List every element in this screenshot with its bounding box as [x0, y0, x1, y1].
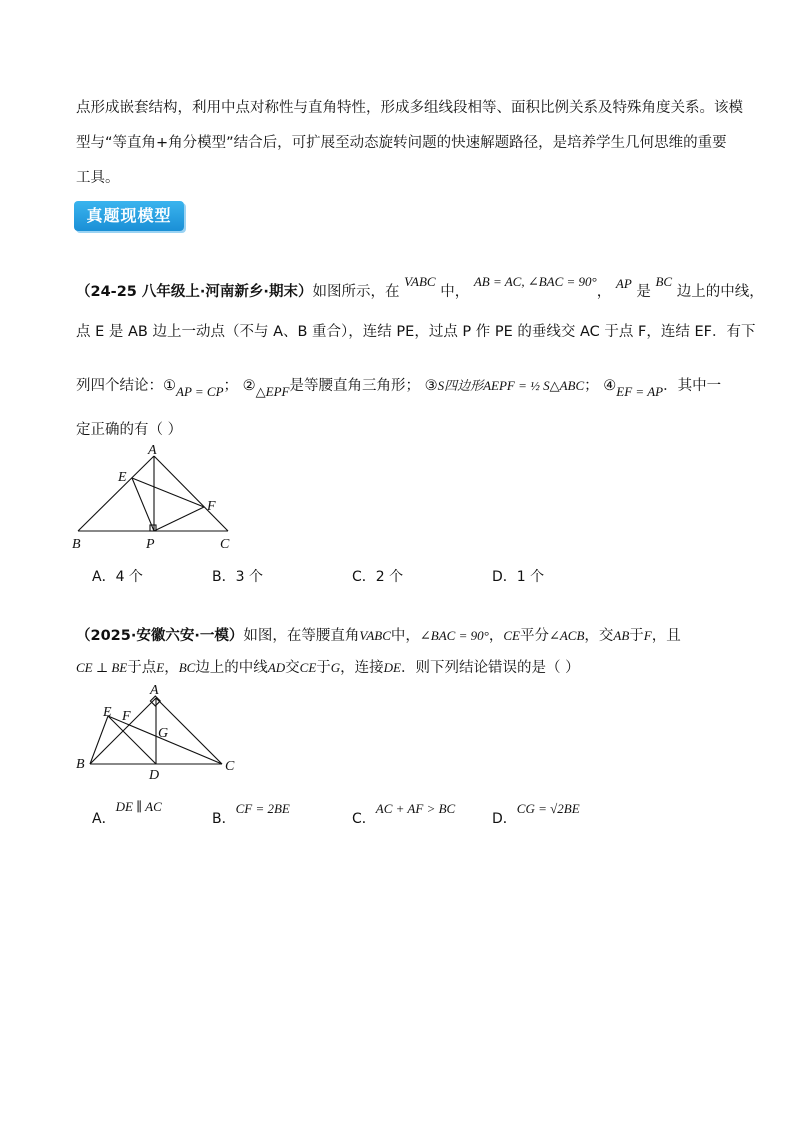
q1-line-2: 点 E 是 AB 边上一动点（不与 A、B 重合），连结 PE，过点 P 作 PE 的垂线交 AC 于点 F，连结 EF．有下	[76, 324, 756, 340]
q2-g: G	[330, 660, 341, 675]
q1-text-e: 边上的中线，	[676, 284, 764, 300]
q1-conclusion-2: △EPF	[255, 384, 290, 399]
q1-text-3d: ； ④	[584, 378, 617, 394]
q2-ad: AD	[267, 660, 286, 675]
q2-text-2e: 交	[285, 660, 300, 676]
q2-acb: ∠ACB	[548, 628, 585, 643]
q2-text-2h: ．则下列结论错误的是（ ）	[401, 660, 580, 676]
q2-source: （2025·安徽六安·一模）	[76, 628, 244, 644]
q2-de: DE	[383, 660, 402, 675]
q2-option-b[interactable]	[212, 801, 290, 828]
q1-option-b[interactable]: B．3 个	[212, 569, 263, 585]
q1-conclusion-3: S四边形AEPF = ½ S△ABC	[437, 378, 585, 393]
q1-label-c: C	[220, 537, 230, 550]
q1-text-3e: ．其中一	[663, 378, 722, 394]
intro-line-2c: 的快速解题路径，是培养学生几何思维的重要	[436, 135, 727, 151]
q2-option-d-expr: CG = √2BE	[516, 801, 580, 816]
q2-figure	[72, 682, 242, 782]
q2-label-a: A	[150, 683, 159, 698]
q2-option-a[interactable]	[92, 799, 162, 828]
q2-option-d-letter: D．	[492, 811, 517, 827]
intro-line-2a: 型与“等直角+角分模型”结合后，可扩展至	[76, 135, 350, 151]
q2-ab: AB	[613, 628, 630, 643]
q1-text-3a: 列四个结论：①	[76, 378, 176, 394]
q1-label-p: P	[146, 537, 155, 550]
q1-ap: AP	[615, 276, 632, 291]
q2-label-c: C	[225, 759, 235, 774]
q2-text-c: ，	[488, 628, 504, 644]
q1-conclusion-1: AP = CP	[176, 384, 224, 399]
q2-text-2f: 于	[316, 660, 331, 676]
q2-text-2b: 于点	[127, 660, 157, 676]
q2-text-e: ，交	[584, 628, 614, 644]
q2-label-d: D	[149, 768, 160, 782]
q1-condition: AB = AC, ∠BAC = 90°	[473, 274, 597, 289]
q2-option-a-letter: A．	[92, 811, 116, 827]
q2-f: F	[643, 628, 652, 643]
intro-line-1: 点形成嵌套结构，利用中点对称性与直角特性，形成多组线段相等、面积比例关系及特殊角度关系。该模	[76, 100, 743, 116]
q1-figure	[70, 444, 240, 550]
q1-label-f: F	[207, 499, 216, 514]
intro-line-2	[76, 131, 727, 152]
q2-text-b: 中，	[390, 628, 420, 644]
q2-label-f: F	[122, 709, 131, 724]
q2-option-c[interactable]	[352, 801, 456, 828]
q1-text-d: 是	[636, 284, 651, 300]
q2-bc: BC	[178, 660, 196, 675]
q1-option-d[interactable]: D．1 个	[492, 569, 545, 585]
q2-triangle: VABC	[359, 628, 391, 643]
q2-option-b-letter: B．	[212, 811, 236, 827]
section-badge: 真题现模型	[74, 201, 184, 231]
q2-option-b-expr: CF = 2BE	[235, 801, 290, 816]
q1-line-4: 定正确的有（ ）	[76, 422, 183, 438]
q1-label-e: E	[118, 470, 127, 485]
q1-label-b: B	[72, 537, 81, 550]
intro-line-3: 工具。	[76, 170, 120, 186]
q1-text-c: ，	[596, 284, 612, 300]
q1-label-a: A	[148, 444, 157, 458]
q2-angle: ∠BAC = 90°	[419, 628, 489, 643]
q2-label-g: G	[158, 726, 169, 741]
q1-line-3	[76, 374, 722, 399]
q2-line-1	[76, 624, 681, 645]
q2-ce2: CE	[299, 660, 317, 675]
q2-perp: CE ⊥ BE	[76, 660, 128, 675]
q2-option-c-letter: C．	[352, 811, 376, 827]
q1-line-1	[76, 274, 764, 301]
q1-conclusion-4: EF = AP	[616, 384, 664, 399]
q2-e: E	[156, 660, 165, 675]
q1-source: （24-25 八年级上·河南新乡·期末）	[76, 284, 313, 300]
q1-option-a[interactable]: A．4 个	[92, 569, 143, 585]
q2-text-2g: ，连接	[340, 660, 384, 676]
q2-text-a: 如图，在等腰直角	[243, 628, 360, 644]
q2-label-b: B	[76, 757, 85, 772]
q2-text-d: 平分	[519, 628, 549, 644]
q2-ce: CE	[503, 628, 520, 643]
q1-triangle: VABC	[404, 274, 436, 289]
q1-text-a: 如图所示，在	[312, 284, 400, 300]
q2-text-g: ，且	[651, 628, 681, 644]
q2-text-2d: 边上的中线	[195, 660, 268, 676]
q2-option-d[interactable]	[492, 801, 580, 828]
intro-line-2b: 动态旋转问题	[349, 135, 437, 151]
q1-text-b: 中，	[440, 284, 470, 300]
q1-text-3b: ； ②	[223, 378, 256, 394]
q2-option-a-expr: DE ∥ AC	[115, 799, 162, 814]
q1-text-3c: 是等腰直角三角形； ③	[289, 378, 438, 394]
q2-line-2	[76, 656, 580, 677]
q1-option-c[interactable]: C．2 个	[352, 569, 404, 585]
q2-text-f: 于	[629, 628, 644, 644]
q2-label-e: E	[103, 705, 112, 720]
q1-bc: BC	[655, 274, 673, 289]
q2-text-2c: ，	[164, 660, 179, 676]
q2-option-c-expr: AC + AF > BC	[375, 801, 456, 816]
